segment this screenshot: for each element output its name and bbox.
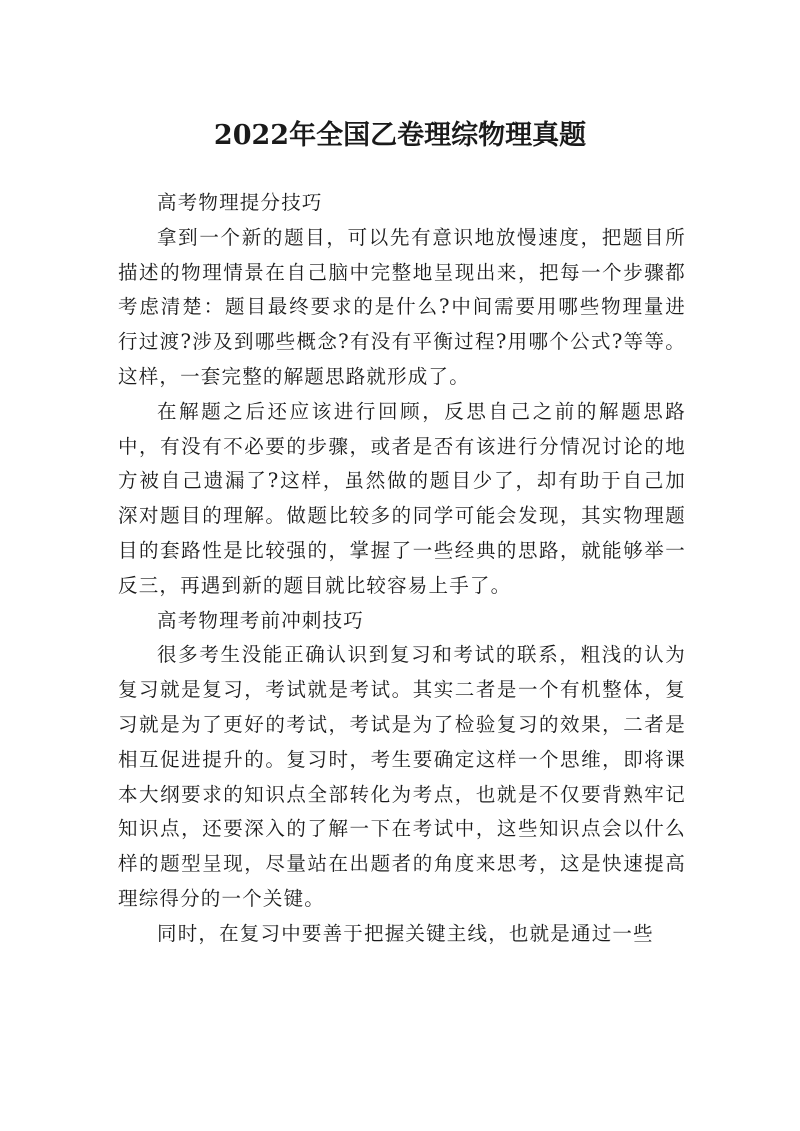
paragraph-review: 在解题之后还应该进行回顾，反思自己之前的解题思路中，有没有不必要的步骤，或者是否有该进行分情况讨论的地方被自己遗漏了?这样，虽然做的题目少了，却有助于自己加深对题目的理解。做题比较多的同学可能会发现，其实物理题目的套路性是比较强的，掌握了一些经典的思路，就能够举一反三，再遇到新的题目就比较容易上手了。 [118, 399, 686, 597]
paragraph-problem-approach: 拿到一个新的题目，可以先有意识地放慢速度，把题目所描述的物理情景在自己脑中完整地呈现出来，把每一个步骤都考虑清楚：题目最终要求的是什么?中间需要用哪些物理量进行过渡?涉及到哪些概念?有没有平衡过程?用哪个公式?等等。这样，一套完整的解题思路就形成了。 [118, 225, 686, 388]
paragraph-main-thread: 同时，在复习中要善于把握关键主线，也就是通过一些 [157, 921, 654, 945]
document-body [118, 186, 686, 952]
section-heading-sprint: 高考物理考前冲刺技巧 [157, 608, 365, 632]
paragraph-review-exam: 很多考生没能正确认识到复习和考试的联系，粗浅的认为复习就是复习，考试就是考试。其实二者是一个有机整体，复习就是为了更好的考试，考试是为了检验复习的效果，二者是相互促进提升的。复习时，考生要确定这样一个思维，即将课本大纲要求的知识点全部转化为考点，也就是不仅要背熟牢记知识点，还要深入的了解一下在考试中，这些知识点会以什么样的题型呈现，尽量站在出题者的角度来思考，这是快速提高理综得分的一个关键。 [118, 643, 686, 910]
section-heading-tips: 高考物理提分技巧 [157, 191, 323, 214]
document-title: 2022年全国乙卷理综物理真题 [213, 120, 587, 152]
